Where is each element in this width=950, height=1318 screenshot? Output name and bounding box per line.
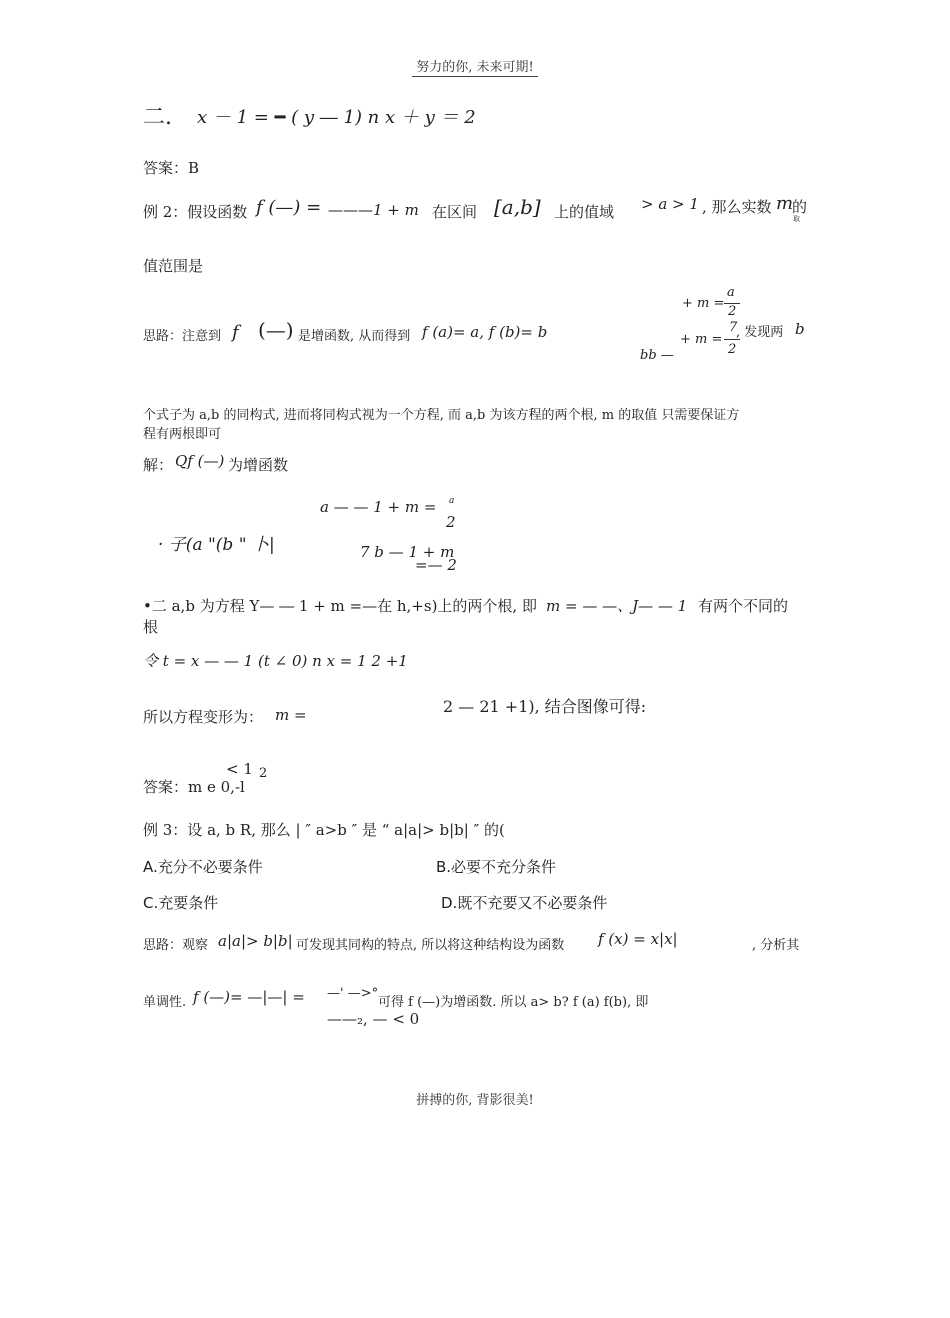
- example-2-label: 例 2：假设函数: [143, 203, 248, 221]
- answer-2-top: < 1: [226, 760, 253, 778]
- example-2-m: m: [776, 193, 794, 214]
- example-2-range-text: 上的值域: [554, 203, 615, 221]
- think-b: b: [795, 320, 805, 338]
- example-2-tail: , 那么实数: [702, 198, 772, 216]
- transform-line: 所以方程变形为：: [143, 708, 264, 726]
- system-row1: a — — 1 + m =: [320, 498, 437, 516]
- transform-right: 2 — 21 +1), 结合图像可得:: [443, 697, 647, 716]
- roots-tail: 有两个不同的: [698, 597, 789, 615]
- think-2-function: f (x) = x|x|: [598, 930, 678, 948]
- example-2-function: f (—) =: [256, 197, 322, 218]
- answer-2-sup: 2: [259, 766, 268, 781]
- think-bb: bb —: [640, 348, 674, 363]
- system-row1-num: a: [449, 496, 455, 506]
- solution-label: 解：: [143, 456, 174, 474]
- think-find: , 发现两: [736, 325, 784, 340]
- option-c: C.充要条件: [143, 894, 219, 912]
- item-number: 二.: [143, 105, 172, 130]
- roots-line: •二 a,b 为方程 Y— ― 1 + m =—在 h,+s)上的两个根, 即: [143, 597, 537, 615]
- system-row1-den: 2: [446, 513, 456, 531]
- think-2-tail: , 分析其: [752, 938, 800, 953]
- paragraph-1: 个式子为 a,b 的同构式, 进而将同构式视为一个方程, 而 a,b 为该方程的两个根, m 的取值 只需要保证方: [143, 408, 740, 423]
- transform-m: m =: [275, 706, 307, 724]
- think-row1: + m =: [682, 296, 725, 311]
- monotone-label: 单调性.: [143, 995, 187, 1010]
- system-row2-den: =— 2: [415, 556, 457, 574]
- example-2-condition: > a > 1: [641, 195, 699, 213]
- think-row2: + m =: [680, 332, 723, 347]
- think-2-label: 思路：观察: [143, 938, 209, 953]
- think-label: 思路：注意到: [143, 329, 222, 344]
- monotone-mid: —' —>°: [327, 986, 379, 1001]
- think-row2-den: 2: [728, 342, 737, 357]
- page-header: 努力的你, 未来可期!: [0, 56, 950, 75]
- example-3: 例 3：设 a, b R, 那么 | ″ a>b ″ 是 “ a|a|> b|b| ″ 的(: [143, 821, 505, 839]
- example-2-expression: ———1 + m: [328, 201, 419, 219]
- roots-m: m = — —、J— — 1: [546, 597, 688, 615]
- think-f: f: [232, 322, 239, 343]
- think-2-mid: 可发现其同构的特点, 所以将这种结构设为函数: [296, 938, 565, 953]
- answer-1: 答案：B: [143, 159, 200, 177]
- substitution-line: 令 t = x — — 1 (t ∠ 0) n x = 1 2 +1: [143, 652, 408, 670]
- monotone-tail: 可得 f (—)为增函数. 所以 a> b? f (a) f(b), 即: [378, 995, 649, 1010]
- page-footer: 拼搏的你, 背影很美!: [416, 1093, 534, 1108]
- option-a: A.充分不必要条件: [143, 858, 263, 876]
- think-row1-den: 2: [728, 304, 737, 319]
- example-2-de: 的: [792, 198, 808, 216]
- option-b: B.必要不充分条件: [436, 858, 557, 876]
- paragraph-1b: 程有两根即可: [143, 427, 222, 442]
- monotone-f: f (—)= —|—| =: [193, 988, 305, 1006]
- monotone-bottom: ——₂, — < 0: [327, 1010, 420, 1028]
- system-left: · 子(a "(b " 卜|: [158, 535, 275, 555]
- system-row2: 7 b — 1 + m: [360, 543, 455, 561]
- solution-f: Qf (—): [175, 452, 225, 470]
- think-2-equation: a|a|> b|b|: [218, 932, 293, 950]
- option-d: D.既不充要又不必要条件: [441, 894, 608, 912]
- example-2-line2: 值范围是: [143, 257, 204, 275]
- example-2-interval: [a,b]: [494, 195, 541, 219]
- think-paren: (—): [258, 318, 294, 342]
- think-mid: 是增函数, 从而得到: [298, 329, 411, 344]
- roots-line2: 根: [143, 618, 159, 636]
- think-row1-num: a: [727, 285, 735, 300]
- think-row2-num: 7: [729, 320, 738, 335]
- solution-tail: 为增函数: [228, 456, 289, 474]
- example-2-qu: 取: [793, 215, 800, 223]
- equation-line: x － 1 = ━ ( y ― 1) n x ＋ y ＝ 2: [197, 107, 476, 128]
- think-equation: f (a)= a, f (b)= b: [422, 323, 548, 341]
- example-2-interval-text: 在区间: [432, 203, 478, 221]
- answer-2: 答案：m e 0,-l: [143, 778, 245, 796]
